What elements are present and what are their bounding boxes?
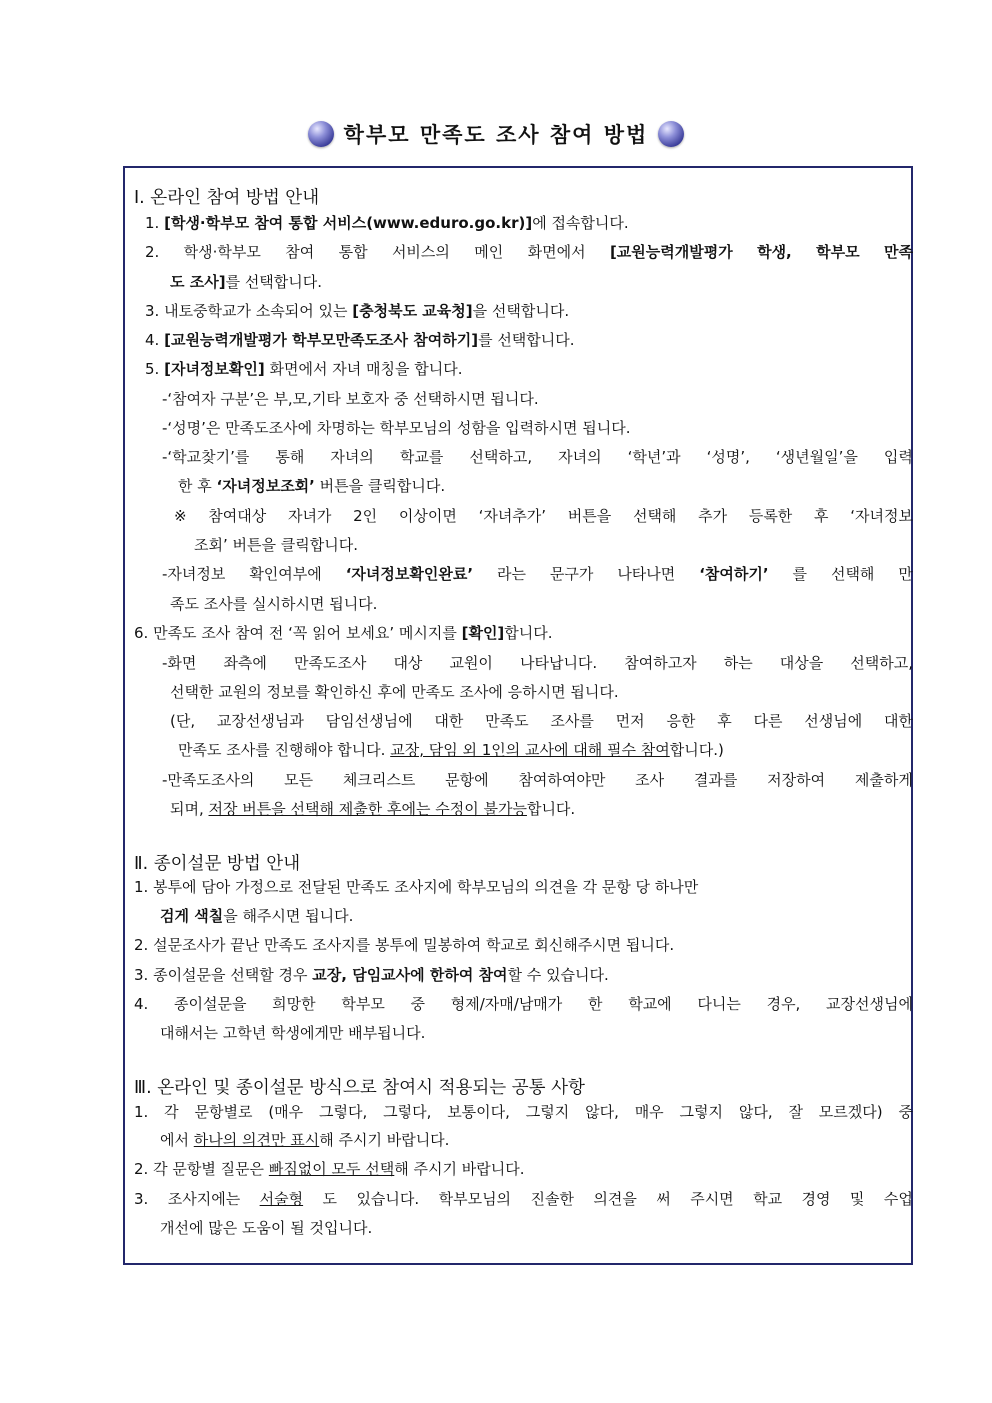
text-run: 결과를	[693, 771, 738, 789]
text-run: 조회’ 버튼을 클릭합니다.	[194, 536, 358, 554]
text-run: 할 수 있습니다.	[507, 966, 609, 984]
text-run: 등록한	[748, 507, 793, 525]
text-run: 을 선택합니다.	[472, 302, 570, 320]
bold-text: 교장, 담임교사에 한하여 참여	[312, 966, 508, 984]
text-line	[170, 682, 619, 702]
text-run: 참여대상	[208, 507, 267, 525]
text-run: 먼저	[615, 712, 645, 730]
text-line	[162, 447, 913, 467]
text-run: 참여	[285, 243, 315, 261]
text-run: 희망한	[272, 995, 316, 1013]
text-run: 있습니다.	[356, 1190, 420, 1208]
text-run: 형제/자매/남매가	[450, 995, 563, 1013]
text-run: 3.	[134, 1190, 149, 1208]
text-run: 저장하여	[767, 771, 826, 789]
text-run: 학부모님의	[438, 1190, 512, 1208]
text-run: 서비스의	[391, 243, 450, 261]
text-run: 을 해주시면 됩니다.	[223, 907, 354, 925]
text-run: 모든	[284, 771, 314, 789]
text-run: 학교에	[628, 995, 672, 1013]
section-heading: Ⅱ. 종이설문 방법 안내	[134, 854, 301, 874]
text-run: 자녀의	[330, 448, 374, 466]
underlined-text: 빠짐없이 모두 선택	[268, 1160, 395, 1178]
text-run: 합니다.)	[669, 741, 724, 759]
text-run: 교장선생님에	[826, 995, 913, 1013]
text-run: 자녀가	[287, 507, 332, 525]
text-run: 2. 각 문항별 질문은	[134, 1160, 269, 1178]
text-run: 대한	[884, 712, 913, 730]
title-row	[0, 112, 992, 156]
text-run: 버튼을	[567, 507, 612, 525]
text-line	[134, 1189, 913, 1209]
text-run: 선택해	[632, 507, 677, 525]
text-run: 대해서는 고학년 학생에게만 배부됩니다.	[160, 1024, 426, 1042]
text-run: 후	[814, 507, 829, 525]
text-run: 선택한 교원의 정보를 확인하신 후에 만족도 조사에 응하시면 됩니다.	[170, 683, 619, 701]
text-run: 않다,	[585, 1103, 619, 1121]
text-run: 합니다.	[526, 800, 576, 818]
text-run: 선택하고,	[469, 448, 533, 466]
text-run: 보통이다,	[447, 1103, 510, 1121]
text-run: 대한	[434, 712, 464, 730]
underlined-text: 하나의 의견만 표시	[193, 1131, 320, 1149]
text-run: 화면에서 자녀 매칭을 합니다.	[264, 360, 463, 378]
text-run: -‘성명’은 만족도조사에 차명하는 학부모님의 성함을 입력하시면 됩니다.	[162, 419, 631, 437]
text-run: 5.	[145, 360, 165, 378]
bold-text: ‘자녀정보조회’	[216, 477, 315, 495]
bold-text: 만족	[883, 243, 913, 261]
text-run: 교장선생님과	[216, 712, 304, 730]
text-line	[170, 272, 322, 292]
text-line	[134, 1102, 913, 1122]
text-run: 2.	[145, 243, 160, 261]
text-run: 2인	[353, 507, 378, 525]
text-run: 학부모	[341, 995, 385, 1013]
text-run: 다니는	[697, 995, 741, 1013]
bold-text: [자녀정보확인]	[164, 360, 265, 378]
text-run: ‘생년월일’을	[775, 448, 858, 466]
bold-text: [교원능력개발평가 학부모만족도조사 참여하기]	[164, 331, 479, 349]
text-run: 6. 만족도 조사 참여 전 ‘꼭 읽어 보세요’ 메시지를	[134, 624, 462, 642]
text-run: 자녀의	[558, 448, 602, 466]
text-run: 1.	[145, 214, 165, 232]
text-run: 제출하게	[854, 771, 913, 789]
text-run: 추가	[698, 507, 728, 525]
text-run: 경영	[801, 1190, 831, 1208]
text-line	[170, 799, 575, 819]
text-run: 선택하고,	[850, 654, 913, 672]
text-run: 라는	[496, 565, 526, 583]
text-run: -‘학교찾기’를	[162, 448, 250, 466]
text-run: 2. 설문조사가 끝난 만족도 조사지를 봉투에 밀봉하여 학교로 회신해주시면 됩니다.	[134, 936, 675, 954]
text-run: ‘학년’과	[627, 448, 681, 466]
text-run: 개선에 많은 도움이 될 것입니다.	[160, 1219, 373, 1237]
text-run: 버튼을 클릭합니다.	[314, 477, 446, 495]
bold-text: [충청북도 교육청]	[352, 302, 473, 320]
bold-text: ‘참여하기’	[699, 565, 769, 583]
text-run: 종이설문을	[174, 995, 247, 1013]
text-run: 진솔한	[530, 1190, 574, 1208]
bold-text: [교원능력개발평가	[609, 243, 733, 261]
text-run: 및	[849, 1190, 865, 1208]
text-run: 그렇다,	[319, 1103, 368, 1121]
text-run: 의견을	[593, 1190, 637, 1208]
text-run: 학교	[753, 1190, 783, 1208]
text-line	[134, 623, 553, 643]
text-line	[178, 476, 445, 496]
text-run: 3. 종이설문을 선택할 경우	[134, 966, 313, 984]
text-line	[145, 359, 462, 379]
text-run: 이상이면	[398, 507, 457, 525]
text-run: 수업	[883, 1190, 913, 1208]
text-run: 중	[898, 1103, 913, 1121]
text-run: 해 주시기 바랍니다.	[319, 1131, 450, 1149]
text-run: 선택해	[830, 565, 875, 583]
text-run: 합니다.	[504, 624, 553, 642]
text-run: 한 후	[178, 477, 217, 495]
text-run: 에서	[160, 1131, 194, 1149]
text-run: (매우	[268, 1103, 304, 1121]
text-run: 하는	[723, 654, 753, 672]
text-run: ‘성명’,	[706, 448, 750, 466]
text-run: -자녀정보	[162, 565, 226, 583]
text-run: -화면	[162, 654, 197, 672]
text-run: 에 접속합니다.	[532, 214, 629, 232]
bold-text: ‘자녀정보확인완료’	[345, 565, 474, 583]
text-run: 경우,	[766, 995, 801, 1013]
text-run: 를 선택합니다.	[478, 331, 575, 349]
text-run: 되며,	[170, 800, 209, 818]
text-run: 대상을	[779, 654, 824, 672]
text-run: ‘자녀정보	[850, 507, 913, 525]
text-run: 참여하고자	[624, 654, 697, 672]
text-line	[134, 935, 674, 955]
text-run: 않다,	[738, 1103, 773, 1121]
text-line	[134, 1159, 525, 1179]
text-line	[145, 242, 913, 262]
text-run: 좌측에	[223, 654, 267, 672]
text-run: 응한	[666, 712, 696, 730]
bold-text: 검게 색칠	[160, 907, 224, 925]
underlined-text: 교장, 담임 외 1인의 교사에 대해 필수 참여	[390, 741, 670, 759]
text-line	[160, 1023, 425, 1043]
text-run: 교원이	[449, 654, 493, 672]
text-line	[194, 535, 358, 555]
text-line	[145, 213, 629, 233]
left-bullet-icon	[308, 121, 334, 147]
text-run: 조사	[635, 771, 665, 789]
text-run: 한	[588, 995, 603, 1013]
text-run: 참여하여야만	[518, 771, 606, 789]
text-line	[134, 965, 609, 985]
text-run: 만족도 조사를 진행해야 합니다.	[178, 741, 391, 759]
text-line	[162, 770, 913, 790]
text-run: 써	[656, 1190, 671, 1208]
text-line	[162, 389, 539, 409]
text-run: 문항에	[445, 771, 489, 789]
page-title: 학부모 만족도 조사 참여 방법	[343, 122, 649, 147]
text-run: 3. 내토중학교가 소속되어 있는	[145, 302, 353, 320]
text-run: 화면에서	[527, 243, 586, 261]
bold-text: [확인]	[461, 624, 505, 642]
text-run: 나타납니다.	[519, 654, 598, 672]
text-line	[174, 506, 913, 526]
text-run: 1.	[134, 1103, 149, 1121]
text-run: 입력	[883, 448, 913, 466]
text-run: 조사를	[550, 712, 594, 730]
right-bullet-icon	[658, 121, 684, 147]
text-run: 해 주시기 바랍니다.	[394, 1160, 525, 1178]
text-run: ‘자녀추가’	[478, 507, 547, 525]
text-run: 를	[792, 565, 808, 583]
text-line	[160, 1130, 449, 1150]
underlined-text: 저장 버튼을 선택해 제출한 후에는 수정이 불가능	[208, 800, 527, 818]
underlined-text: 서술형	[259, 1190, 304, 1208]
text-line	[178, 740, 724, 760]
text-run: 잘	[788, 1103, 803, 1121]
text-run: 확인여부에	[249, 565, 322, 583]
text-run: 도	[322, 1190, 338, 1208]
text-run: 그렇지	[679, 1103, 723, 1121]
bold-text: 도 조사]	[170, 273, 226, 291]
text-run: 각	[164, 1103, 179, 1121]
text-run: 매우	[634, 1103, 664, 1121]
text-run: 통합	[338, 243, 368, 261]
text-line	[145, 330, 575, 350]
text-run: 메인	[474, 243, 504, 261]
text-run: 그렇지	[525, 1103, 570, 1121]
text-line	[170, 711, 913, 731]
text-run: 중	[410, 995, 426, 1013]
text-line	[160, 906, 353, 926]
text-run: 통해	[275, 448, 305, 466]
text-run: 만족도	[485, 712, 529, 730]
section-heading: Ⅲ. 온라인 및 종이설문 방식으로 참여시 적용되는 공통 사항	[134, 1078, 585, 1098]
text-run: 다른	[753, 712, 783, 730]
text-line	[162, 418, 631, 438]
bold-text: [학생·학부모 참여 통합 서비스(www.eduro.go.kr)]	[164, 214, 533, 232]
text-run: 조사지에는	[167, 1190, 241, 1208]
text-run: 만족도조사	[293, 654, 367, 672]
text-run: 학생·학부모	[183, 243, 261, 261]
text-run: ※	[174, 507, 187, 525]
text-line	[162, 564, 913, 584]
text-run: 대상	[393, 654, 423, 672]
text-run: 나타나면	[617, 565, 676, 583]
text-run: 문항별로	[194, 1103, 253, 1121]
text-run: 체크리스트	[342, 771, 416, 789]
text-run: (단,	[170, 712, 196, 730]
text-line	[134, 994, 913, 1014]
text-line	[134, 877, 698, 897]
text-run: -‘참여자 구분’은 부,모,기타 보호자 중 선택하시면 됩니다.	[162, 390, 539, 408]
bold-text: 학생,	[757, 243, 792, 261]
text-run: 후	[717, 712, 732, 730]
text-line	[160, 1218, 372, 1238]
text-run: 학교를	[399, 448, 444, 466]
text-run: 문구가	[549, 565, 594, 583]
text-run: 족도 조사를 실시하시면 됩니다.	[170, 595, 378, 613]
text-run: 4.	[145, 331, 165, 349]
text-run: 1. 봉투에 담아 가정으로 전달된 만족도 조사지에 학부모님의 의견을 각 문항 당 하나만	[134, 878, 699, 896]
text-run: 담임선생님에	[325, 712, 413, 730]
text-run: 주시면	[690, 1190, 734, 1208]
text-run: 4.	[134, 995, 149, 1013]
text-run: 모르겠다)	[818, 1103, 883, 1121]
text-line	[145, 301, 569, 321]
text-line	[162, 653, 913, 673]
text-line	[170, 594, 377, 614]
bold-text: 학부모	[816, 243, 860, 261]
text-run: 선생님에	[804, 712, 863, 730]
text-run: 만	[898, 565, 913, 583]
text-run: 그렇다,	[383, 1103, 432, 1121]
text-run: 를 선택합니다.	[225, 273, 323, 291]
text-run: -만족도조사의	[162, 771, 255, 789]
section-heading: Ⅰ. 온라인 참여 방법 안내	[134, 188, 320, 208]
